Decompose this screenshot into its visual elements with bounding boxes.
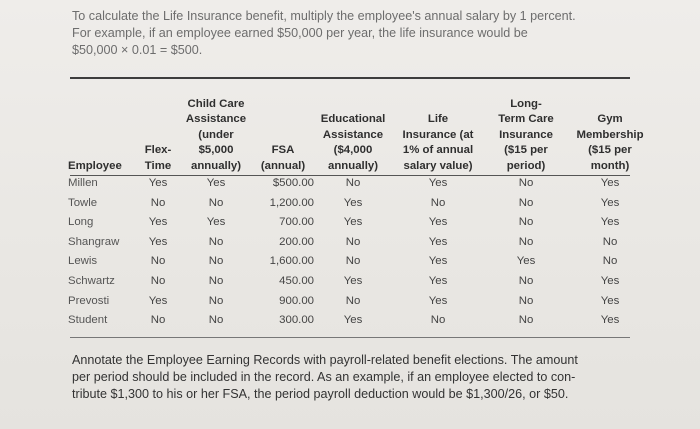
fsa-cell: 700.00 [279,216,314,229]
flex-time-cell: No [150,274,166,287]
gym-cell: Yes [600,196,620,209]
long-term-care-cell: Yes [516,255,536,268]
table-row [68,272,652,292]
col-header-child-care [180,86,252,174]
header-line: Long- [510,97,542,110]
life-insurance-cell: No [430,314,446,327]
intro-paragraph [72,8,672,59]
outro-line: tribute $1,300 to his or her FSA, the period payroll deduction would be $1,300/26, or $50. [72,387,569,401]
header-line: Time [144,159,172,172]
long-term-care-cell: No [518,294,534,307]
fsa-cell: 1,600.00 [269,255,314,268]
header-line: annually) [190,159,241,172]
long-term-care-cell: No [518,235,534,248]
header-line: 1% of annual [402,144,474,156]
header-row [68,86,652,174]
outro-line: per period should be included in the record. As an example, if an employee elected to con- [72,370,576,384]
educational-cell: No [345,255,361,268]
col-header-employee [68,86,136,174]
flex-time-cell: Yes [148,235,168,248]
fsa-cell: 900.00 [279,294,314,307]
employee-name: Shangraw [68,235,120,248]
header-line: FSA [271,144,295,156]
child-care-cell: No [208,294,224,307]
fsa-cell: $500.00 [272,177,314,189]
col-header-flex-time [136,86,180,174]
gym-cell: Yes [600,274,620,287]
col-header-gym [568,86,652,174]
table-row [68,292,652,312]
table-bottom-rule [70,337,630,338]
gym-cell: No [602,235,618,248]
table-row [68,311,652,331]
header-line: Gym [597,113,623,125]
child-care-cell: Yes [206,216,226,229]
fsa-cell: 450.00 [279,274,314,287]
employee-name: Towle [68,196,98,209]
header-line: ($15 per [588,144,632,156]
life-insurance-cell: Yes [428,255,448,268]
instructions-paragraph [72,352,632,403]
outro-line: Annotate the Employee Earning Records with payroll-related benefit elections. The amount [72,353,578,367]
educational-cell: Yes [343,216,363,229]
educational-cell: No [345,294,361,307]
col-header-long-term-care [484,86,568,174]
long-term-care-cell: No [518,196,534,209]
flex-time-cell: Yes [148,177,168,189]
employee-name: Lewis [68,255,98,268]
gym-cell: Yes [600,177,620,189]
employee-name: Schwartz [68,274,115,287]
employee-name: Prevosti [68,294,110,307]
educational-cell: No [345,235,361,248]
header-line: Flex- [144,144,172,156]
header-line: period) [506,159,546,172]
employee-name: Student [68,314,108,327]
header-line: Child Care [187,97,245,110]
flex-time-cell: No [150,314,166,327]
col-header-educational [314,86,392,174]
intro-line: To calculate the Life Insurance benefit, multiply the employee's annual salary by 1 percent. [72,9,576,23]
table-top-rule [70,77,630,79]
educational-cell: Yes [343,314,363,327]
header-line: Membership [576,128,644,141]
intro-line: For example, if an employee earned $50,000 per year, the life insurance would be [72,26,528,40]
header-line: month) [590,159,630,172]
educational-cell: No [345,177,361,189]
intro-line: $50,000 × 0.01 = $500. [72,43,203,57]
long-term-care-cell: No [518,177,534,189]
col-header-fsa [252,86,314,174]
header-line: Educational [320,113,386,125]
gym-cell: Yes [600,216,620,229]
header-line: ($4,000 [333,144,373,156]
header-line: Insurance [499,128,553,141]
life-insurance-cell: Yes [428,177,448,189]
table-row [68,174,652,194]
life-insurance-cell: Yes [428,294,448,307]
table-row [68,194,652,214]
child-care-cell: Yes [206,177,226,189]
header-line: Assistance [185,113,247,125]
header-line: Term Care [498,113,554,125]
child-care-cell: No [208,255,224,268]
benefits-table [68,86,652,331]
life-insurance-cell: Yes [428,274,448,287]
educational-cell: Yes [343,274,363,287]
life-insurance-cell: Yes [428,235,448,248]
life-insurance-cell: No [430,196,446,209]
employee-name: Millen [68,177,98,189]
gym-cell: No [602,255,618,268]
employee-name: Long [68,216,94,229]
header-line: salary value) [403,159,473,172]
child-care-cell: No [208,314,224,327]
fsa-cell: 200.00 [279,235,314,248]
gym-cell: Yes [600,294,620,307]
child-care-cell: No [208,235,224,248]
fsa-cell: 300.00 [279,314,314,327]
header-line: Life [427,113,449,125]
header-line: annually) [327,159,378,172]
flex-time-cell: Yes [148,294,168,307]
header-line: (under [198,128,234,141]
table-row [68,252,652,272]
gym-cell: Yes [600,314,620,327]
flex-time-cell: No [150,255,166,268]
header-line: (annual) [260,159,306,172]
long-term-care-cell: No [518,216,534,229]
long-term-care-cell: No [518,314,534,327]
header-line: $5,000 [198,144,234,156]
header-line: Employee [68,159,122,172]
fsa-cell: 1,200.00 [269,196,314,209]
life-insurance-cell: Yes [428,216,448,229]
child-care-cell: No [208,274,224,287]
table-row [68,233,652,253]
col-header-life-insurance [392,86,484,174]
flex-time-cell: Yes [148,216,168,229]
child-care-cell: No [208,196,224,209]
header-line: Assistance [322,128,384,141]
header-line: ($15 per [504,144,548,156]
flex-time-cell: No [150,196,166,209]
header-line: Insurance (at [402,128,474,141]
long-term-care-cell: No [518,274,534,287]
table-row [68,213,652,233]
educational-cell: Yes [343,196,363,209]
